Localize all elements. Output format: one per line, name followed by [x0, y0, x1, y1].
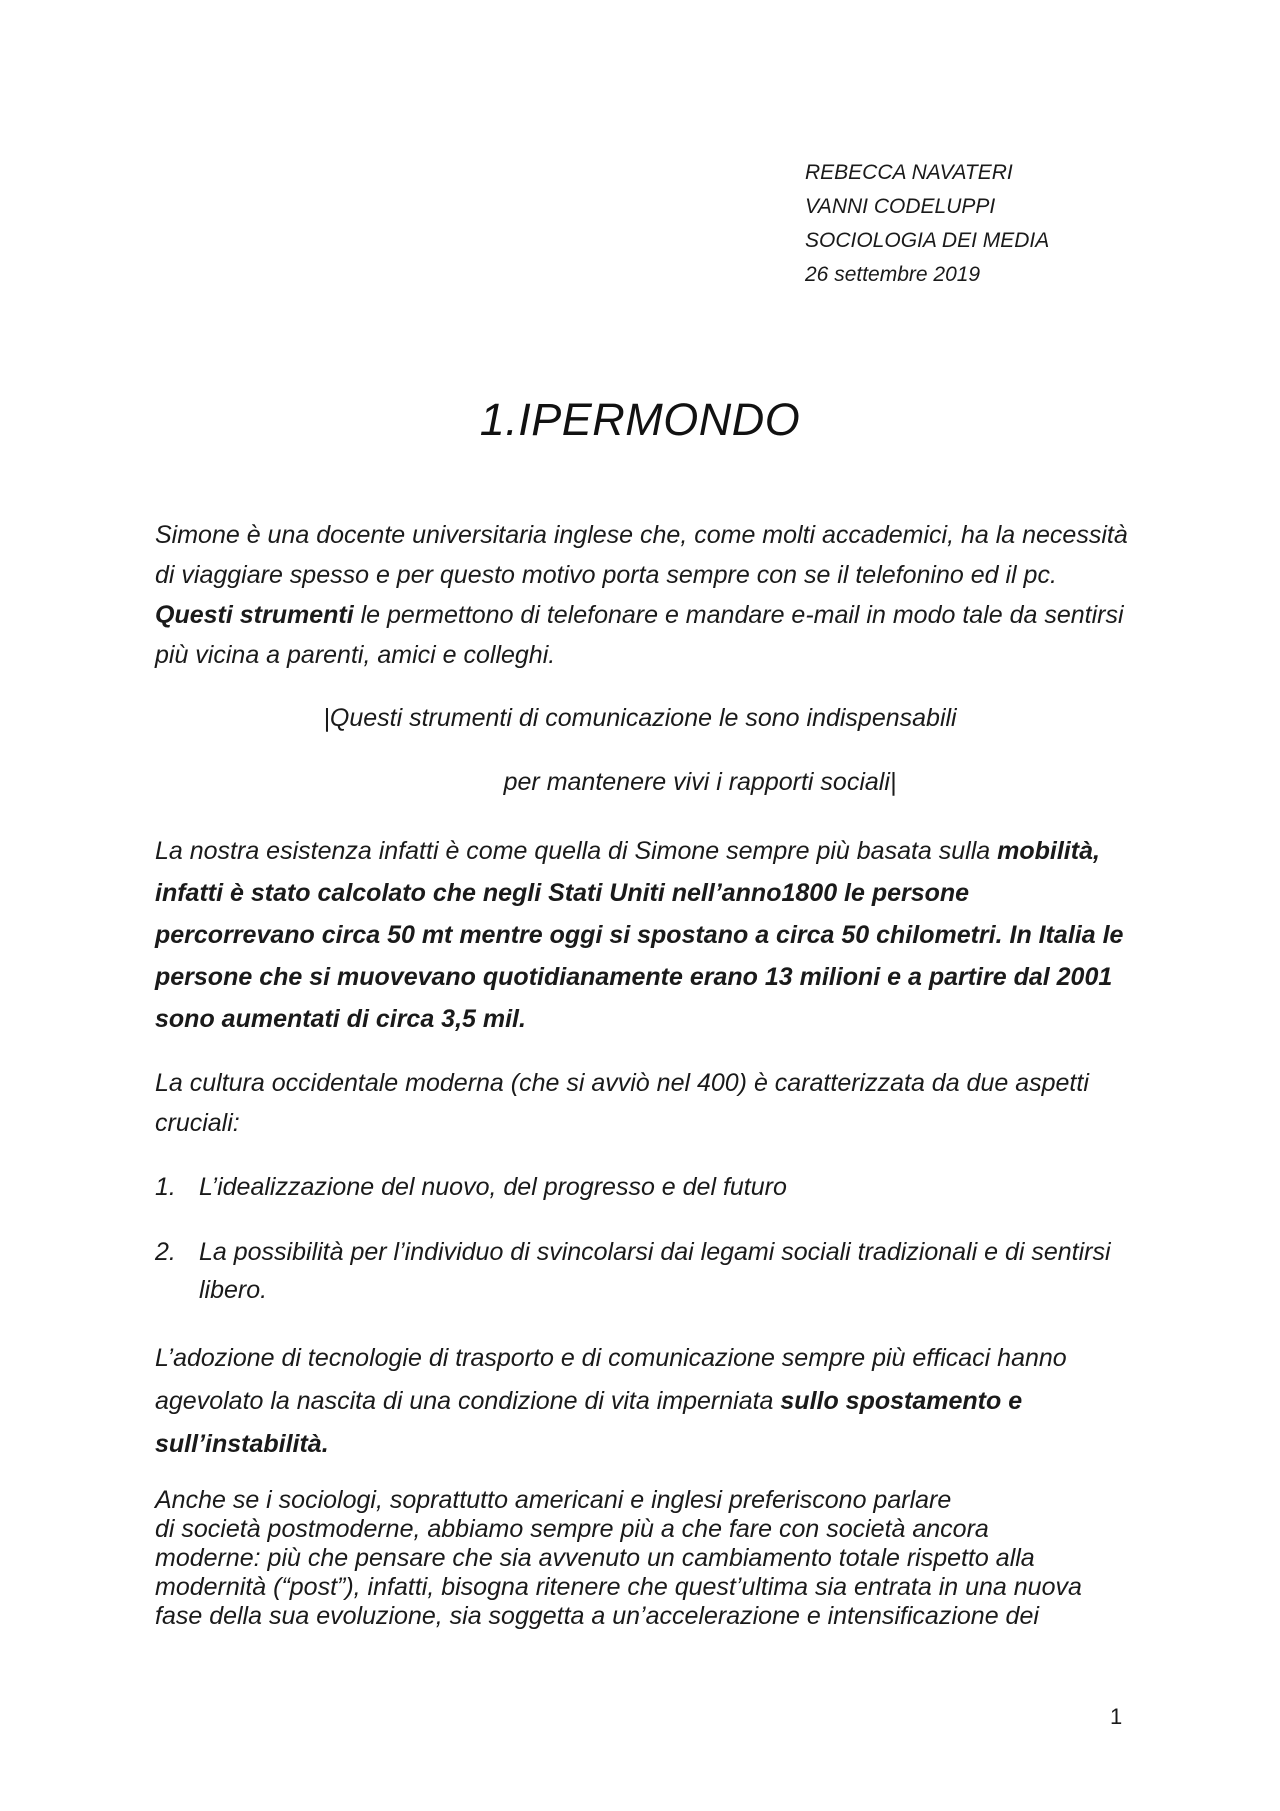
paragraph-bold: sullo spostamento e sull’instabilità.: [155, 1387, 1023, 1458]
quote-line-2: per mantenere vivi i rapporti sociali|: [503, 768, 897, 796]
page-title: 1.IPERMONDO: [479, 394, 801, 445]
page-number: 1: [1110, 1704, 1123, 1729]
paragraph-mobility: [155, 830, 1135, 1040]
author-name: REBECCA NAVATERI: [805, 161, 1013, 184]
paragraph-intro: [155, 515, 1135, 675]
professor-name: VANNI CODELUPPI: [805, 195, 996, 218]
paragraph-technology: [155, 1337, 1135, 1466]
course-name: SOCIOLOGIA DEI MEDIA: [805, 229, 1050, 252]
paragraph-line: moderne: più che pensare che sia avvenuto un cambiamento totale rispetto alla: [155, 1544, 1035, 1572]
paragraph-text: le permettono di telefonare e mandare e-mail in modo tale da sentirsi più vicina a parenti, amici e colleghi.: [155, 601, 1124, 669]
paragraph-bold: mobilità, infatti è stato calcolato che negli Stati Uniti nell’anno1800 le persone percorrevano circa 50 mt mentre oggi si spostano a circa 50 chilometri. In Italia le persone che si muovevano quotidianamente erano 13 milioni e a partire dal 2001 sono aumentati di circa 3,5 mil.: [155, 837, 1124, 1033]
paragraph-bold: Questi strumenti: [155, 601, 354, 629]
document-date: 26 settembre 2019: [805, 263, 981, 286]
paragraph-line: modernità (“post”), infatti, bisogna ritenere che quest’ultima sia entrata in una nuova: [155, 1573, 1082, 1601]
paragraph-text: Simone è una docente universitaria inglese che, come molti accademici, ha la necessità di viaggiare spesso e per questo motivo porta sempre con se il telefonino ed il pc.: [155, 521, 1128, 589]
list-number: 1.: [155, 1173, 176, 1201]
paragraph-text: La nostra esistenza infatti è come quella di Simone sempre più basata sulla: [155, 837, 998, 865]
quote-line-1: |Questi strumenti di comunicazione le sono indispensabili: [323, 704, 957, 732]
list-text: L’idealizzazione del nuovo, del progresso e del futuro: [199, 1173, 787, 1201]
paragraph-line: di società postmoderne, abbiamo sempre più a che fare con società ancora: [155, 1515, 989, 1543]
paragraph-text: L’adozione di tecnologie di trasporto e di comunicazione sempre più efficaci hanno agevolato la nascita di una condizione di vita imperniata: [155, 1344, 1067, 1415]
list-text: La possibilità per l’individuo di svincolarsi dai legami sociali tradizionali e di sentirsi libero.: [199, 1238, 1111, 1304]
header-block: [805, 156, 1049, 292]
paragraph-culture: La cultura occidentale moderna (che si avviò nel 400) è caratterizzata da due aspetti cruciali:: [155, 1069, 1089, 1137]
paragraph-line: Anche se i sociologi, soprattutto americani e inglesi preferiscono parlare: [155, 1486, 952, 1514]
list-number: 2.: [155, 1238, 176, 1266]
paragraph-sociologists: [155, 1486, 1135, 1631]
paragraph-line: fase della sua evoluzione, sia soggetta a un’accelerazione e intensificazione dei: [155, 1602, 1039, 1630]
list-item: [155, 1233, 1135, 1309]
list-item: [155, 1168, 1135, 1206]
